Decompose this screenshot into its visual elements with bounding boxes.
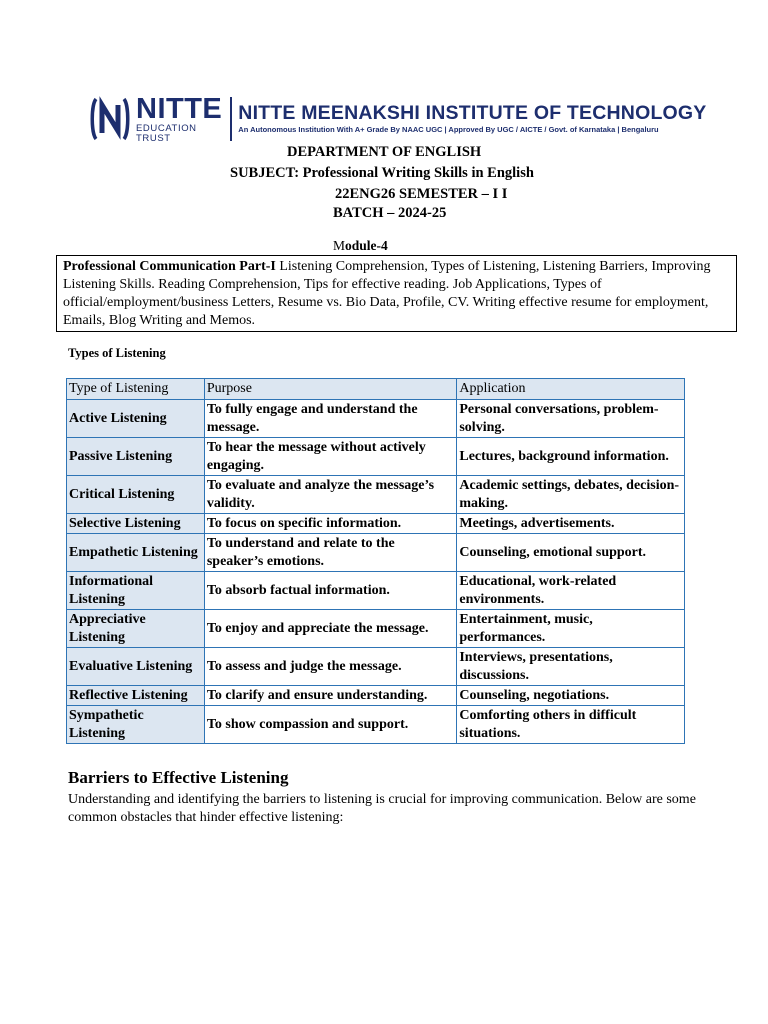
purpose-cell: To focus on specific information.	[204, 514, 457, 534]
application-cell: Interviews, presentations, discussions.	[457, 648, 685, 686]
table-row	[67, 648, 685, 686]
barriers-section-title: Barriers to Effective Listening	[68, 768, 289, 787]
type-cell: Active Listening	[67, 400, 205, 438]
table-row	[67, 400, 685, 438]
purpose-cell: To absorb factual information.	[204, 572, 457, 610]
table-row	[67, 706, 685, 744]
module-prefix: M	[333, 238, 346, 253]
purpose-cell: To hear the message without actively engaging.	[204, 438, 457, 476]
purpose-cell: To clarify and ensure understanding.	[204, 686, 457, 706]
type-cell: Selective Listening	[67, 514, 205, 534]
table-row	[67, 572, 685, 610]
column-header-type: Type of Listening	[67, 379, 205, 400]
type-cell: Appreciative Listening	[67, 610, 205, 648]
module-name: odule-4	[345, 238, 388, 253]
module-description-box	[56, 255, 737, 332]
table-row	[67, 686, 685, 706]
purpose-cell: To assess and judge the message.	[204, 648, 457, 686]
column-header-purpose: Purpose	[204, 379, 457, 400]
type-cell: Critical Listening	[67, 476, 205, 514]
types-section-title: Types of Listening	[68, 346, 166, 360]
description-heading: Professional Communication Part-I	[63, 259, 276, 274]
type-cell: Reflective Listening	[67, 686, 205, 706]
purpose-cell: To fully engage and understand the message.	[204, 400, 457, 438]
course-code: 22ENG26 SEMESTER – I I	[335, 186, 508, 202]
institute-tagline: An Autonomous Institution With A+ Grade By NAAC UGC | Approved By UGC / AICTE / Govt. of Karnataka | Bengaluru	[238, 125, 659, 134]
application-cell: Academic settings, debates, decision-making.	[457, 476, 685, 514]
listening-types-table	[66, 378, 685, 744]
institute-block	[238, 102, 706, 136]
type-cell: Sympathetic Listening	[67, 706, 205, 744]
application-cell: Counseling, negotiations.	[457, 686, 685, 706]
nitte-logo-icon	[90, 95, 130, 143]
table-row	[67, 476, 685, 514]
type-cell: Passive Listening	[67, 438, 205, 476]
purpose-cell: To understand and relate to the speaker’s emotions.	[204, 534, 457, 572]
type-cell: Empathetic Listening	[67, 534, 205, 572]
type-cell: Informational Listening	[67, 572, 205, 610]
logo-text: NITTE	[136, 93, 223, 125]
application-cell: Lectures, background information.	[457, 438, 685, 476]
module-label	[333, 238, 388, 254]
application-cell: Comforting others in difficult situations.	[457, 706, 685, 744]
institute-header	[90, 94, 705, 144]
description-text: Listening Comprehension, Types of Listening, Listening Barriers, Improving Listening Skills. Reading Comprehension, Tips for effective reading. Job Applications, Types of official/employment/business Letters, Resume vs. Bio Data, Profile, CV. Writing effective resume for employment, Emails, Blog Writing and Memos.	[63, 259, 711, 328]
table-row	[67, 534, 685, 572]
purpose-cell: To show compassion and support.	[204, 706, 457, 744]
type-cell: Evaluative Listening	[67, 648, 205, 686]
nitte-wordmark	[136, 94, 222, 144]
subject-title: SUBJECT: Professional Writing Skills in English	[230, 165, 534, 181]
application-cell: Educational, work-related environments.	[457, 572, 685, 610]
column-header-application: Application	[457, 379, 685, 400]
barriers-intro-text: Understanding and identifying the barriers to listening is crucial for improving communication. Below are some common obstacles that hinder effective listening:	[68, 792, 696, 825]
logo-subtext: EDUCATION TRUST	[136, 123, 197, 144]
table-row	[67, 610, 685, 648]
application-cell: Counseling, emotional support.	[457, 534, 685, 572]
table-row	[67, 514, 685, 534]
application-cell: Personal conversations, problem-solving.	[457, 400, 685, 438]
department-title: DEPARTMENT OF ENGLISH	[287, 144, 482, 160]
purpose-cell: To enjoy and appreciate the message.	[204, 610, 457, 648]
batch-label: BATCH – 2024-25	[333, 205, 447, 221]
application-cell: Meetings, advertisements.	[457, 514, 685, 534]
purpose-cell: To evaluate and analyze the message’s validity.	[204, 476, 457, 514]
table-header-row	[67, 379, 685, 400]
table-row	[67, 438, 685, 476]
header-divider	[230, 97, 232, 141]
institute-name: NITTE MEENAKSHI INSTITUTE OF TECHNOLOGY	[238, 102, 707, 124]
application-cell: Entertainment, music, performances.	[457, 610, 685, 648]
